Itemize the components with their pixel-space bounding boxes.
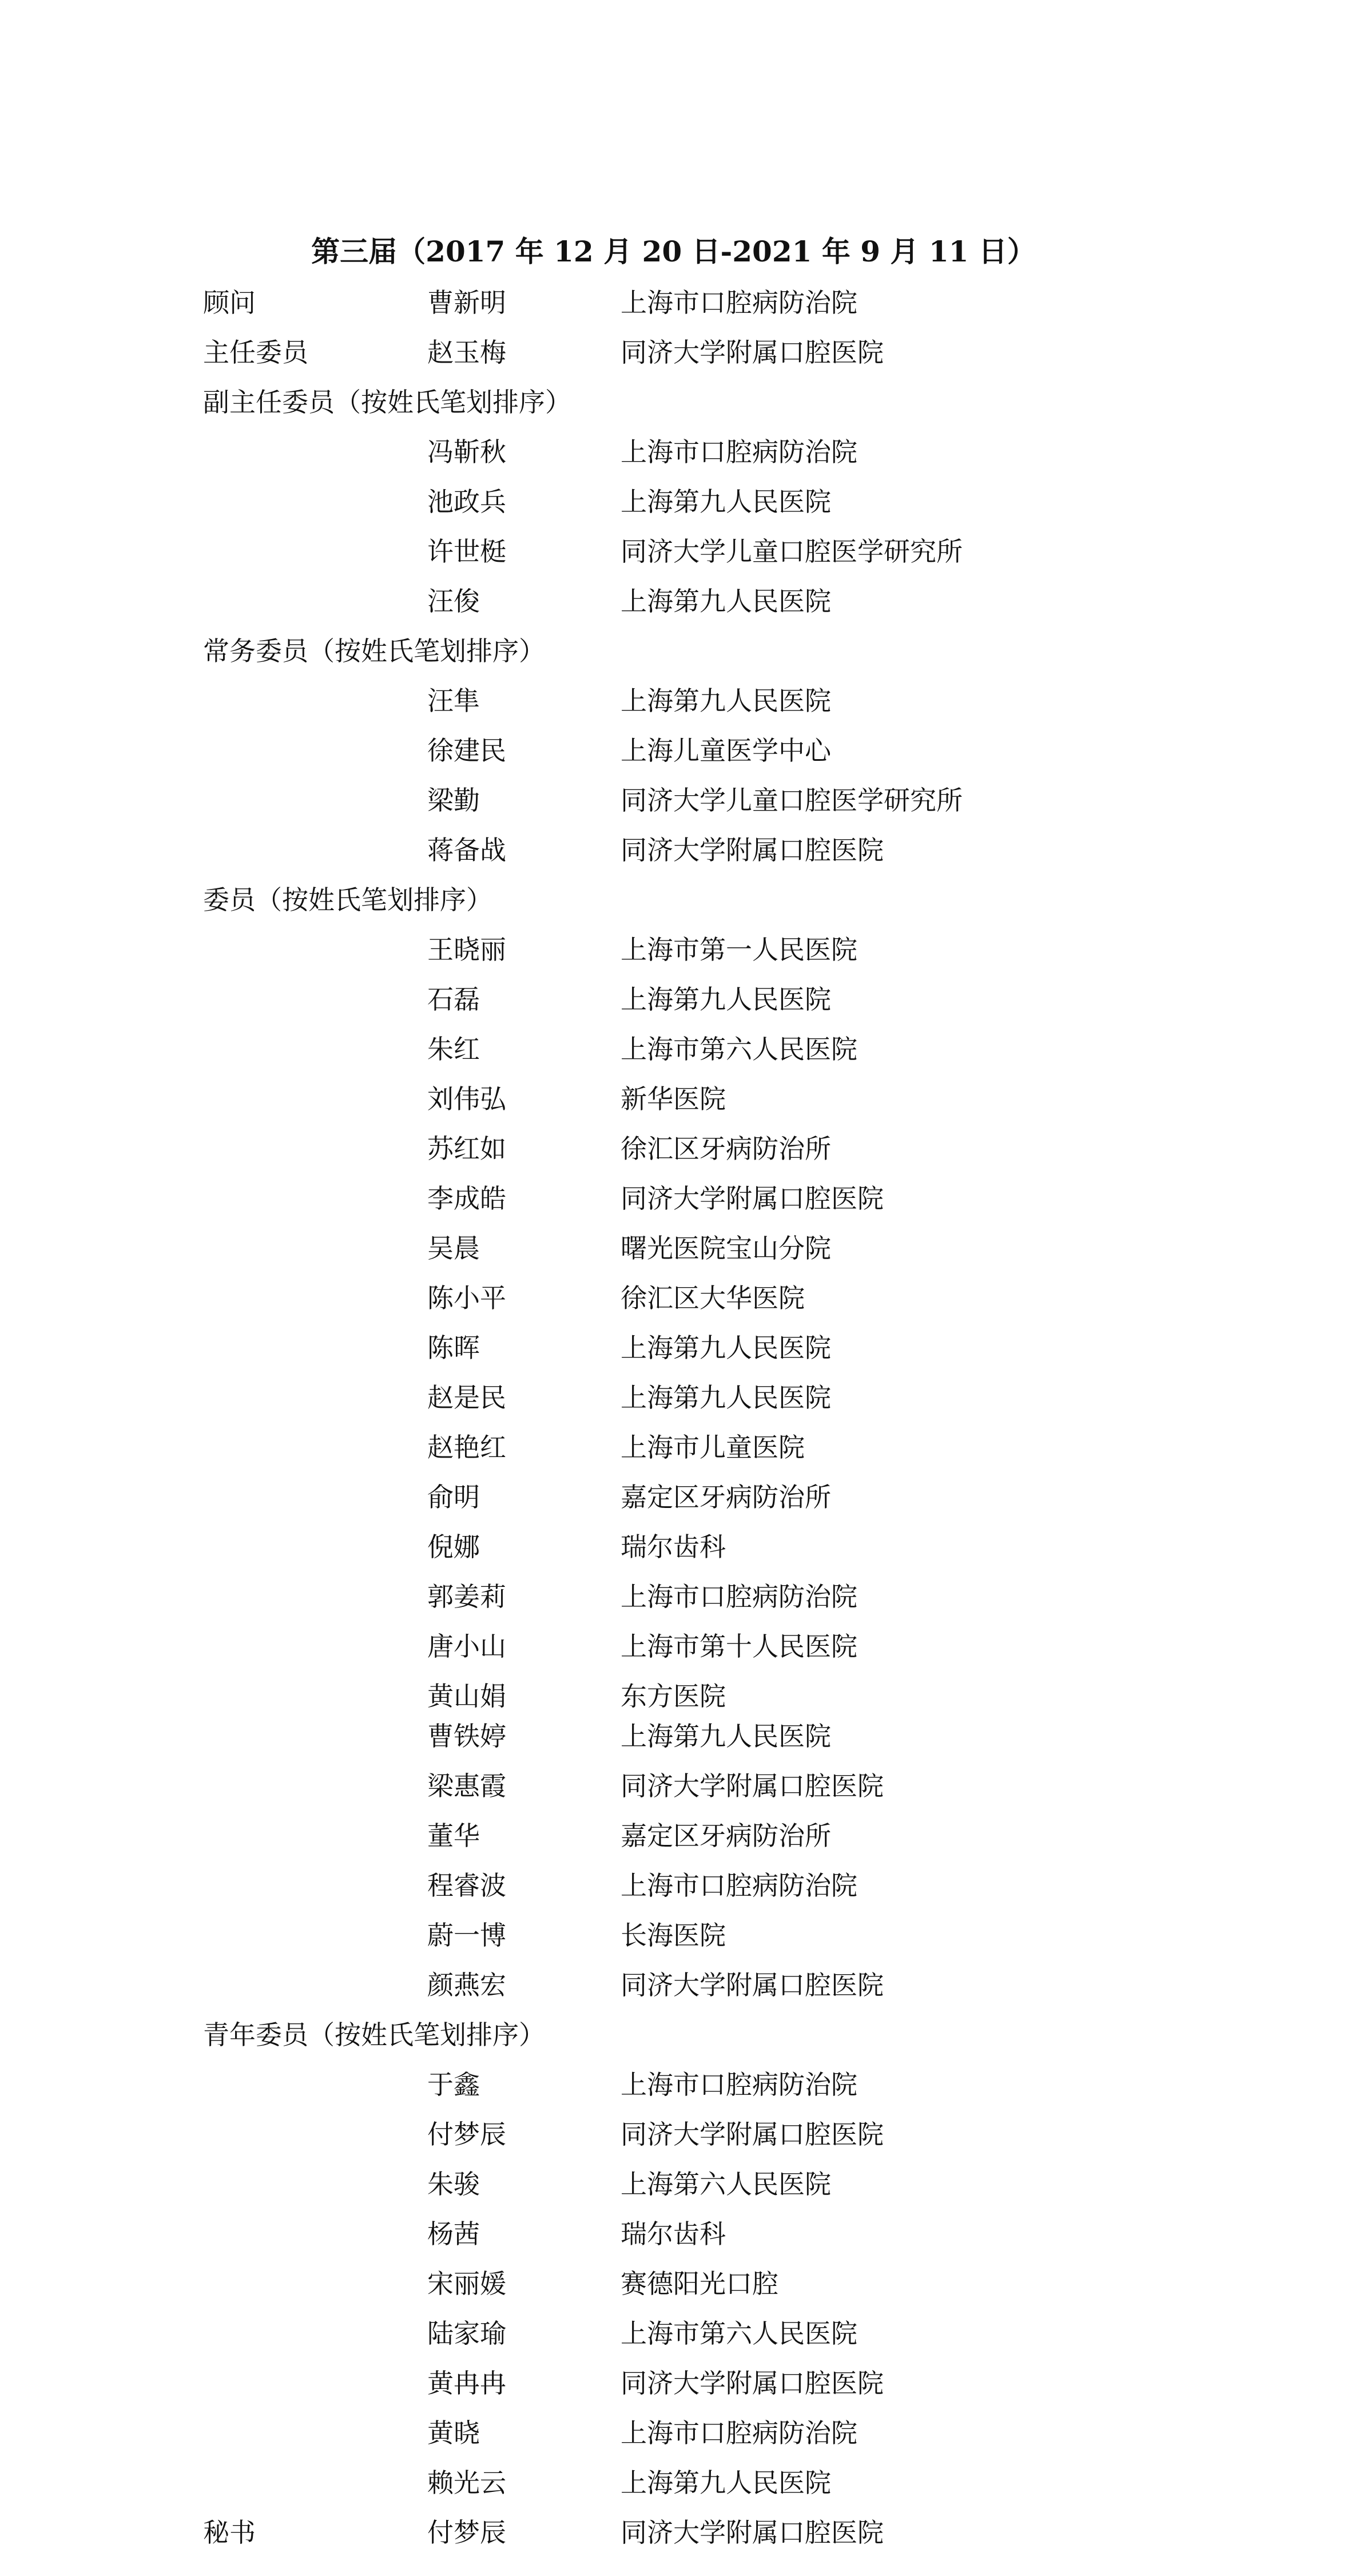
member-row [0, 533, 1347, 583]
member-row [0, 483, 1347, 533]
member-institution: 徐汇区大华医院 [621, 1283, 805, 1313]
member-row [0, 1628, 1347, 1678]
member-institution: 上海市第十人民医院 [621, 1631, 857, 1662]
member-institution: 上海市第六人民医院 [621, 2318, 857, 2349]
member-name: 付梦辰 [427, 2119, 506, 2150]
member-name: 苏红如 [427, 1133, 506, 1164]
member-institution: 长海医院 [621, 1920, 726, 1951]
member-name: 唐小山 [427, 1631, 506, 1662]
member-institution: 上海市第一人民医院 [621, 934, 857, 965]
member-row [0, 1967, 1347, 2017]
member-name: 黄冉冉 [427, 2368, 506, 2399]
member-row [0, 832, 1347, 882]
member-institution: 同济大学附属口腔医院 [621, 2517, 884, 2548]
member-row [0, 1678, 1347, 1718]
role-label: 常务委员（按姓氏笔划排序） [203, 636, 545, 666]
member-institution: 同济大学儿童口腔医学研究所 [621, 785, 963, 816]
member-row [0, 583, 1347, 633]
member-row [0, 434, 1347, 483]
member-name: 汪隼 [427, 685, 480, 716]
member-name: 黄晓 [427, 2418, 480, 2448]
member-row [0, 1718, 1347, 1768]
member-row [0, 1329, 1347, 1379]
member-name: 陆家瑜 [427, 2318, 506, 2349]
member-name: 董华 [427, 1820, 480, 1851]
member-row [0, 1867, 1347, 1917]
member-institution: 上海第九人民医院 [621, 2467, 831, 2498]
member-name: 赖光云 [427, 2467, 506, 2498]
member-institution: 上海第九人民医院 [621, 486, 831, 517]
role-label: 顾问 [203, 287, 256, 318]
member-name: 赵玉梅 [427, 337, 506, 368]
member-row [0, 2116, 1347, 2166]
member-row [0, 2415, 1347, 2464]
member-row [0, 2514, 1347, 2564]
member-institution: 同济大学附属口腔医院 [621, 2368, 884, 2399]
member-row [0, 1081, 1347, 1130]
member-institution: 同济大学附属口腔医院 [621, 835, 884, 866]
member-row [0, 1429, 1347, 1479]
member-row [0, 1578, 1347, 1628]
member-row [0, 384, 1347, 434]
member-institution: 新华医院 [621, 1083, 726, 1114]
member-name: 朱红 [427, 1034, 480, 1065]
member-row [0, 782, 1347, 832]
member-name: 吴晨 [427, 1233, 480, 1264]
member-name: 杨茜 [427, 2218, 480, 2249]
member-row [0, 1768, 1347, 1817]
member-institution: 上海第九人民医院 [621, 1721, 831, 1752]
member-name: 陈小平 [427, 1283, 506, 1313]
member-name: 梁惠霞 [427, 1771, 506, 1801]
member-name: 石磊 [427, 984, 480, 1015]
member-name: 于鑫 [427, 2069, 480, 2100]
member-institution: 同济大学附属口腔医院 [621, 337, 884, 368]
member-name: 程睿波 [427, 1870, 506, 1901]
member-row [0, 1917, 1347, 1967]
role-label: 副主任委员（按姓氏笔划排序） [203, 387, 571, 418]
member-row [0, 2216, 1347, 2265]
member-row [0, 633, 1347, 682]
member-name: 曹新明 [427, 287, 506, 318]
member-name: 宋丽媛 [427, 2268, 506, 2299]
member-name: 刘伟弘 [427, 1083, 506, 1114]
member-institution: 上海市口腔病防治院 [621, 1870, 857, 1901]
member-institution: 瑞尔齿科 [621, 2218, 726, 2249]
member-institution: 上海市口腔病防治院 [621, 287, 857, 318]
member-name: 赵是民 [427, 1382, 506, 1413]
member-name: 王晓丽 [427, 934, 506, 965]
member-name: 陈晖 [427, 1332, 480, 1363]
member-row [0, 931, 1347, 981]
member-row [0, 1280, 1347, 1329]
member-institution: 上海第六人民医院 [621, 2169, 831, 2200]
member-institution: 瑞尔齿科 [621, 1531, 726, 1562]
member-name: 黄山娟 [427, 1681, 506, 1712]
member-name: 梁勤 [427, 785, 480, 816]
member-institution: 同济大学附属口腔医院 [621, 1183, 884, 1214]
member-row [0, 2265, 1347, 2315]
member-institution: 上海市口腔病防治院 [621, 2069, 857, 2100]
member-row [0, 882, 1347, 931]
role-label: 秘书 [203, 2517, 256, 2548]
member-institution: 上海第九人民医院 [621, 1382, 831, 1413]
member-name: 许世梃 [427, 536, 506, 567]
document-title: 第三届（2017 年 12 月 20 日-2021 年 9 月 11 日） [311, 235, 1036, 268]
member-institution: 上海第九人民医院 [621, 586, 831, 617]
member-row [0, 2315, 1347, 2365]
member-name: 蒋备战 [427, 835, 506, 866]
member-name: 俞明 [427, 1482, 480, 1513]
member-row [0, 2066, 1347, 2116]
member-name: 徐建民 [427, 735, 506, 766]
member-institution: 赛德阳光口腔 [621, 2268, 778, 2299]
role-label: 主任委员 [203, 337, 308, 368]
member-institution: 同济大学附属口腔医院 [621, 1771, 884, 1801]
member-row [0, 981, 1347, 1031]
member-row [0, 2365, 1347, 2415]
member-row [0, 1031, 1347, 1081]
member-institution: 上海市口腔病防治院 [621, 436, 857, 467]
member-row [0, 1479, 1347, 1529]
member-name: 池政兵 [427, 486, 506, 517]
member-list [0, 284, 1347, 2564]
member-name: 汪俊 [427, 586, 480, 617]
member-institution: 上海第九人民医院 [621, 1332, 831, 1363]
member-name: 冯靳秋 [427, 436, 506, 467]
member-institution: 上海市口腔病防治院 [621, 2418, 857, 2448]
member-row [0, 2464, 1347, 2514]
role-label: 青年委员（按姓氏笔划排序） [203, 2019, 545, 2050]
member-name: 曹铁婷 [427, 1721, 506, 1752]
member-row [0, 2166, 1347, 2216]
member-row [0, 1130, 1347, 1180]
member-row [0, 1529, 1347, 1578]
member-institution: 上海市第六人民医院 [621, 1034, 857, 1065]
member-row [0, 732, 1347, 782]
member-institution: 同济大学附属口腔医院 [621, 2119, 884, 2150]
member-name: 蔚一博 [427, 1920, 506, 1951]
member-institution: 上海第九人民医院 [621, 984, 831, 1015]
member-institution: 嘉定区牙病防治所 [621, 1820, 831, 1851]
member-row [0, 1379, 1347, 1429]
member-row [0, 682, 1347, 732]
member-row [0, 1817, 1347, 1867]
member-institution: 同济大学附属口腔医院 [621, 1970, 884, 2001]
member-institution: 曙光医院宝山分院 [621, 1233, 831, 1264]
member-name: 李成皓 [427, 1183, 506, 1214]
member-name: 付梦辰 [427, 2517, 506, 2548]
member-row [0, 334, 1347, 384]
member-name: 朱骏 [427, 2169, 480, 2200]
role-label: 委员（按姓氏笔划排序） [203, 884, 492, 915]
member-row [0, 2017, 1347, 2066]
member-institution: 嘉定区牙病防治所 [621, 1482, 831, 1513]
member-name: 郭姜莉 [427, 1581, 506, 1612]
member-institution: 上海第九人民医院 [621, 685, 831, 716]
member-name: 赵艳红 [427, 1432, 506, 1463]
member-row [0, 1230, 1347, 1280]
member-row [0, 1180, 1347, 1230]
member-institution: 上海市口腔病防治院 [621, 1581, 857, 1612]
member-institution: 上海儿童医学中心 [621, 735, 831, 766]
member-institution: 上海市儿童医院 [621, 1432, 805, 1463]
member-institution: 同济大学儿童口腔医学研究所 [621, 536, 963, 567]
member-row [0, 284, 1347, 334]
member-institution: 徐汇区牙病防治所 [621, 1133, 831, 1164]
member-name: 倪娜 [427, 1531, 480, 1562]
member-name: 颜燕宏 [427, 1970, 506, 2001]
member-institution: 东方医院 [621, 1681, 726, 1712]
